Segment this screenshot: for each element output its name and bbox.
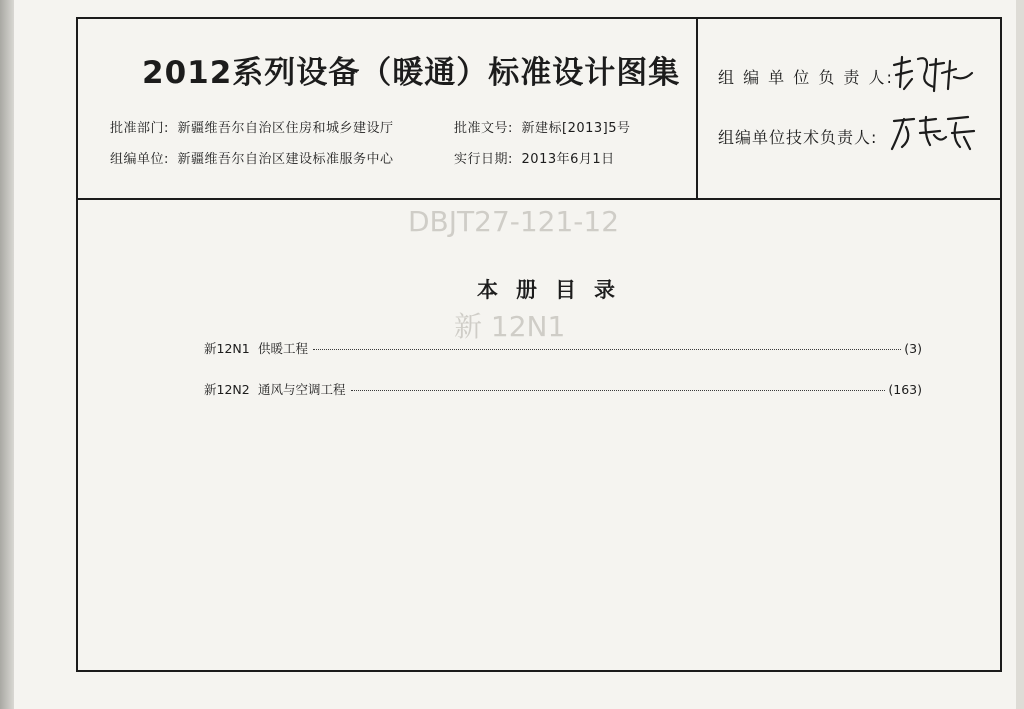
responsible-person-label: 组 编 单 位 负 责 人: (718, 68, 894, 87)
drawing-frame (76, 17, 1002, 672)
effective-date-value: 2013年6月1日 (521, 152, 615, 167)
toc-entry-name: 供暖工程 (258, 341, 309, 356)
title-block (78, 19, 1000, 200)
technical-person-signature (890, 113, 976, 153)
watermark-standard-code: DBJT27-121-12 (408, 205, 620, 238)
title-block-left (78, 19, 698, 198)
toc-entry-page: (3) (904, 341, 922, 356)
approval-number-value: 新建标[2013]5号 (521, 121, 631, 136)
toc-title-char: 目 (555, 278, 576, 302)
effective-date (454, 148, 615, 167)
approval-number (454, 117, 631, 136)
approval-department-value: 新疆维吾尔自治区住房和城乡建设厅 (177, 121, 394, 136)
binding-edge (0, 0, 14, 709)
toc-dot-leader (351, 390, 886, 391)
toc-title-char: 本 (477, 278, 498, 302)
compiling-unit (110, 148, 394, 167)
technical-person-label: 组编单位技术负责人: (718, 128, 878, 147)
approval-department-label: 批准部门: (110, 121, 169, 136)
compiling-unit-value: 新疆维吾尔自治区建设标准服务中心 (177, 152, 394, 167)
toc-entry-code: 新12N1 (204, 341, 250, 356)
effective-date-label: 实行日期: (454, 152, 513, 167)
toc-dot-leader (313, 349, 901, 350)
toc-title (446, 274, 646, 304)
toc-entry-name: 通风与空调工程 (258, 382, 346, 397)
approval-number-label: 批准文号: (454, 121, 513, 136)
toc-entry-page: (163) (888, 382, 922, 397)
document-page (14, 0, 1016, 709)
toc-title-char: 录 (594, 278, 615, 302)
approval-department (110, 117, 394, 136)
atlas-title: 2012系列设备（暖通）标准设计图集 (142, 55, 681, 91)
compiling-unit-label: 组编单位: (110, 152, 169, 167)
responsible-person-signature (890, 53, 976, 93)
watermark-atlas-number: 新 12N1 (454, 310, 566, 343)
toc-entry[interactable] (204, 339, 922, 357)
toc-entry-code: 新12N2 (204, 382, 250, 397)
toc-title-char: 册 (516, 278, 537, 302)
toc-entry[interactable] (204, 380, 922, 398)
